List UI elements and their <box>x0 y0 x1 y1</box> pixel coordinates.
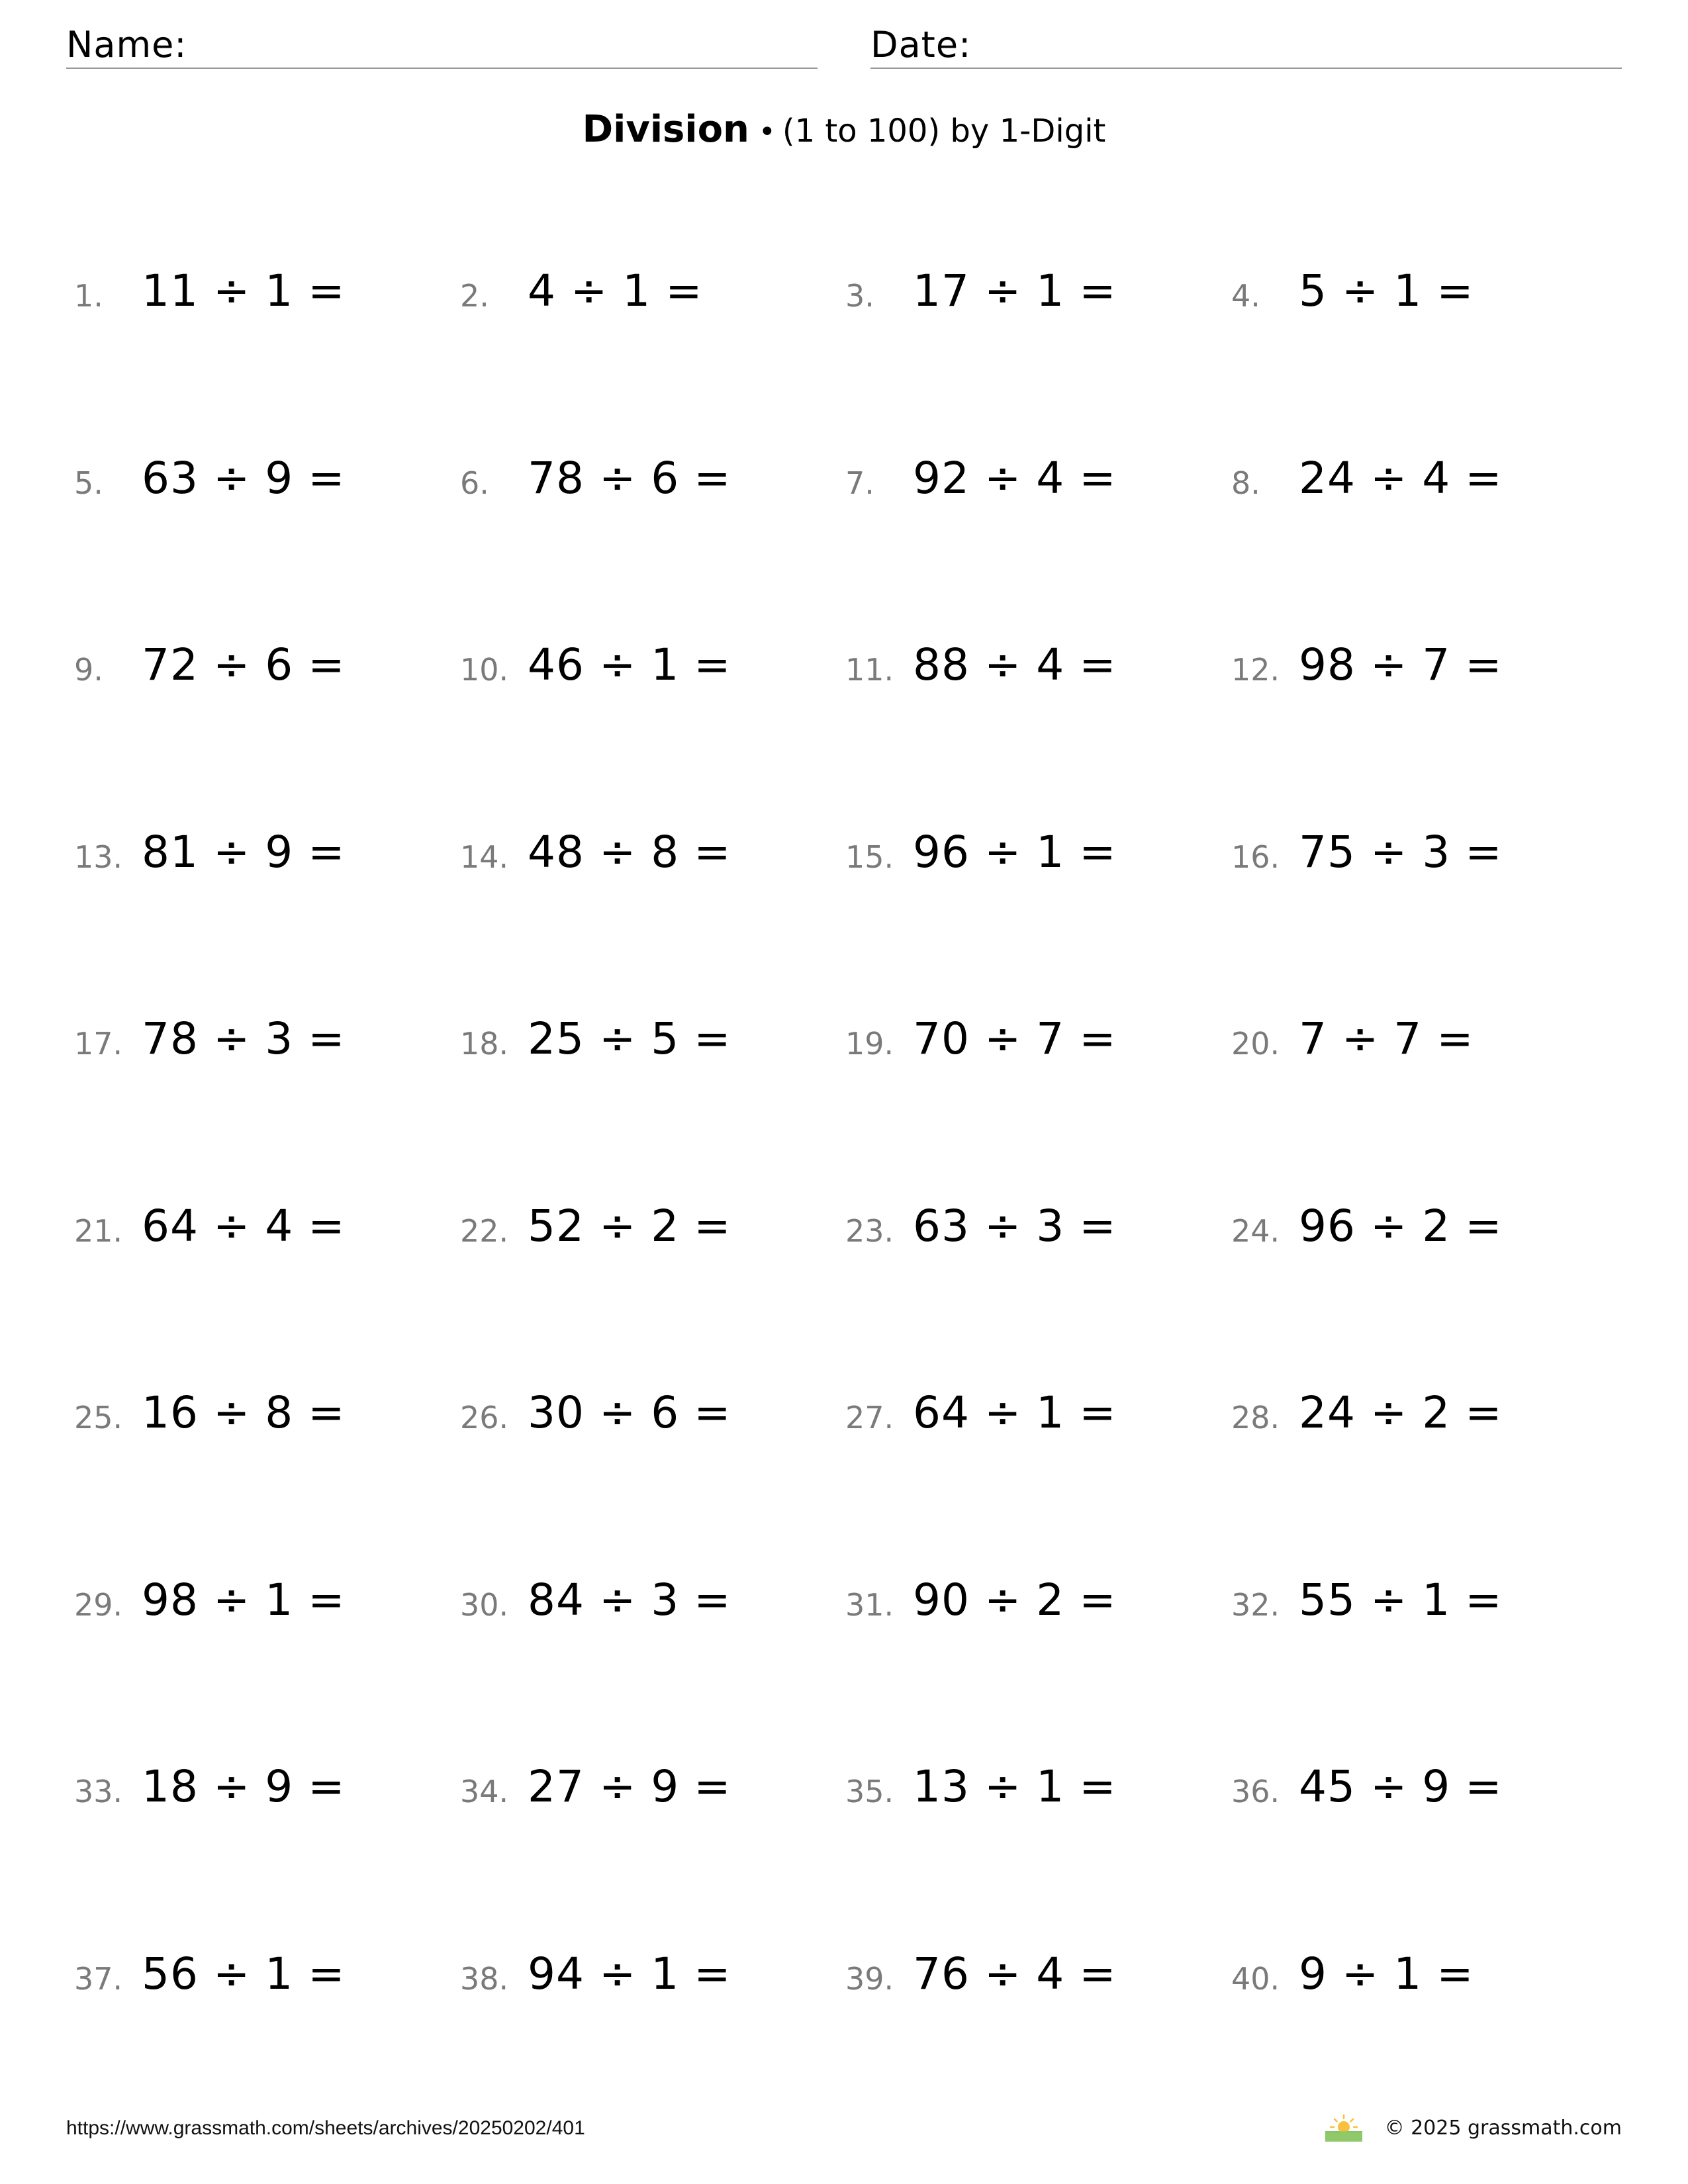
problem-number: 22. <box>460 1213 509 1249</box>
problem-number: 10. <box>460 652 509 688</box>
problem-number: 12. <box>1231 652 1280 688</box>
problem-number: 39. <box>845 1961 894 1997</box>
problem-number: 17. <box>74 1026 123 1062</box>
footer-brand <box>1323 2111 1622 2144</box>
problem-number: 21. <box>74 1213 123 1249</box>
problem-expression: 63 ÷ 3 = <box>913 1201 1117 1251</box>
footer-copyright: © 2025 grassmath.com <box>1384 2116 1622 2140</box>
problem-expression: 27 ÷ 9 = <box>528 1761 731 1812</box>
problem-expression: 98 ÷ 7 = <box>1299 639 1503 690</box>
problem-expression: 24 ÷ 2 = <box>1299 1387 1503 1438</box>
problem-expression: 84 ÷ 3 = <box>528 1574 731 1625</box>
problem-expression: 94 ÷ 1 = <box>528 1948 731 1999</box>
problem-expression: 46 ÷ 1 = <box>528 639 731 690</box>
problem-expression: 70 ÷ 7 = <box>913 1013 1117 1064</box>
problem-number: 27. <box>845 1400 894 1435</box>
problem-number: 34. <box>460 1774 509 1809</box>
problem-number: 16. <box>1231 839 1280 875</box>
problem-number: 15. <box>845 839 894 875</box>
problem-expression: 7 ÷ 7 = <box>1299 1013 1474 1064</box>
problem-number: 31. <box>845 1587 894 1623</box>
problem-number: 35. <box>845 1774 894 1809</box>
problem-expression: 45 ÷ 9 = <box>1299 1761 1503 1812</box>
problem-number: 19. <box>845 1026 894 1062</box>
problem-number: 29. <box>74 1587 123 1623</box>
title-subtitle: (1 to 100) by 1-Digit <box>782 113 1106 150</box>
problem-expression: 52 ÷ 2 = <box>528 1201 731 1251</box>
problem-expression: 5 ÷ 1 = <box>1299 265 1474 316</box>
problem-number: 3. <box>845 278 874 314</box>
problem-expression: 72 ÷ 6 = <box>142 639 346 690</box>
problem-number: 24. <box>1231 1213 1280 1249</box>
problem-expression: 4 ÷ 1 = <box>528 265 703 316</box>
problem-number: 28. <box>1231 1400 1280 1435</box>
problem-number: 36. <box>1231 1774 1280 1809</box>
name-label: Name: <box>66 24 187 66</box>
problem-expression: 16 ÷ 8 = <box>142 1387 346 1438</box>
problem-number: 25. <box>74 1400 123 1435</box>
problem-expression: 92 ÷ 4 = <box>913 453 1117 504</box>
problem-number: 14. <box>460 839 509 875</box>
problem-number: 1. <box>74 278 103 314</box>
problem-expression: 17 ÷ 1 = <box>913 265 1117 316</box>
problem-expression: 48 ÷ 8 = <box>528 827 731 878</box>
problem-expression: 78 ÷ 3 = <box>142 1013 346 1064</box>
problem-expression: 11 ÷ 1 = <box>142 265 346 316</box>
date-label: Date: <box>870 24 972 66</box>
problem-number: 2. <box>460 278 489 314</box>
problem-number: 30. <box>460 1587 509 1623</box>
problem-number: 23. <box>845 1213 894 1249</box>
problem-number: 4. <box>1231 278 1260 314</box>
problem-expression: 81 ÷ 9 = <box>142 827 346 878</box>
sun-over-grass-icon <box>1323 2113 1365 2143</box>
problem-expression: 55 ÷ 1 = <box>1299 1574 1503 1625</box>
problem-number: 37. <box>74 1961 123 1997</box>
problem-number: 9. <box>74 652 103 688</box>
problem-expression: 30 ÷ 6 = <box>528 1387 731 1438</box>
title-main: Division <box>582 108 749 151</box>
problem-number: 11. <box>845 652 894 688</box>
problem-expression: 75 ÷ 3 = <box>1299 827 1503 878</box>
problem-expression: 78 ÷ 6 = <box>528 453 731 504</box>
problem-expression: 64 ÷ 4 = <box>142 1201 346 1251</box>
title-separator: • <box>758 115 776 149</box>
problem-expression: 76 ÷ 4 = <box>913 1948 1117 1999</box>
problem-number: 26. <box>460 1400 509 1435</box>
problem-number: 33. <box>74 1774 123 1809</box>
problem-expression: 13 ÷ 1 = <box>913 1761 1117 1812</box>
problem-number: 7. <box>845 465 874 501</box>
problem-expression: 25 ÷ 5 = <box>528 1013 731 1064</box>
problem-expression: 63 ÷ 9 = <box>142 453 346 504</box>
problem-expression: 9 ÷ 1 = <box>1299 1948 1474 1999</box>
problem-number: 38. <box>460 1961 509 1997</box>
problem-expression: 18 ÷ 9 = <box>142 1761 346 1812</box>
problem-number: 13. <box>74 839 123 875</box>
problem-expression: 96 ÷ 1 = <box>913 827 1117 878</box>
problem-expression: 90 ÷ 2 = <box>913 1574 1117 1625</box>
problem-number: 6. <box>460 465 489 501</box>
problem-expression: 96 ÷ 2 = <box>1299 1201 1503 1251</box>
problem-number: 5. <box>74 465 103 501</box>
problem-number: 20. <box>1231 1026 1280 1062</box>
problem-number: 8. <box>1231 465 1260 501</box>
problem-number: 18. <box>460 1026 509 1062</box>
problem-expression: 56 ÷ 1 = <box>142 1948 346 1999</box>
problem-expression: 98 ÷ 1 = <box>142 1574 346 1625</box>
problem-number: 40. <box>1231 1961 1280 1997</box>
problem-expression: 88 ÷ 4 = <box>913 639 1117 690</box>
footer-url: https://www.grassmath.com/sheets/archives/20250202/401 <box>66 2117 585 2139</box>
problem-expression: 64 ÷ 1 = <box>913 1387 1117 1438</box>
problem-expression: 24 ÷ 4 = <box>1299 453 1503 504</box>
problem-number: 32. <box>1231 1587 1280 1623</box>
